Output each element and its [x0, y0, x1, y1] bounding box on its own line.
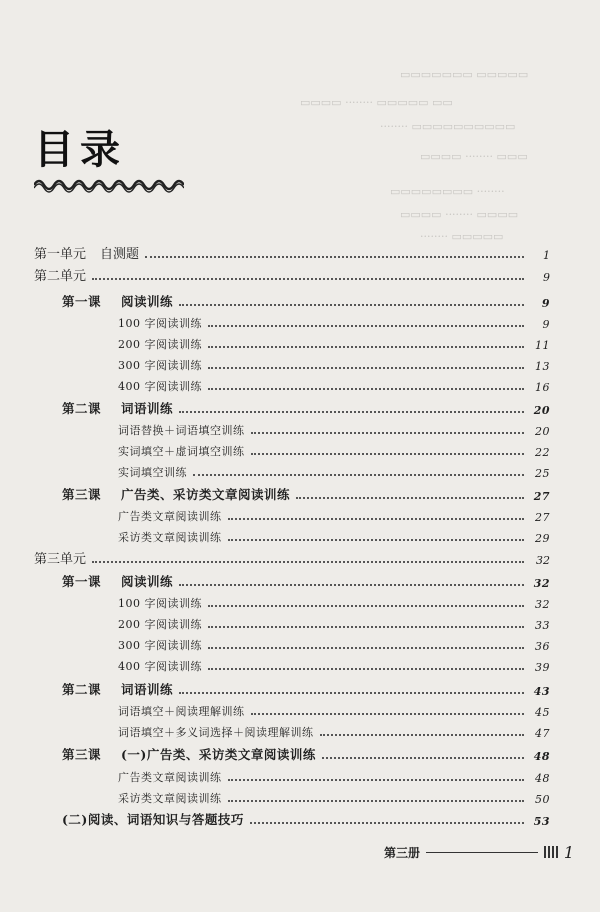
- toc-page-number: 20: [535, 425, 550, 438]
- toc-entry-title: 阅读训练: [121, 294, 174, 309]
- toc-page-number: 13: [535, 360, 550, 373]
- toc-entry[interactable]: [118, 786, 550, 806]
- toc-page-number: 20: [533, 404, 550, 417]
- toc-entry[interactable]: [62, 678, 550, 698]
- toc-entry-title: 300 字阅读训练: [118, 359, 202, 372]
- toc-entry[interactable]: [118, 591, 550, 611]
- toc-entry[interactable]: [62, 397, 550, 417]
- toc-entry-title: 100 字阅读训练: [118, 597, 202, 610]
- dot-leader: [179, 584, 524, 586]
- dot-leader: [208, 388, 524, 390]
- toc-page-number: 43: [533, 685, 550, 698]
- dot-leader: [228, 779, 525, 781]
- toc-entry-title: 300 字阅读训练: [118, 639, 202, 652]
- toc-entry[interactable]: [118, 654, 550, 674]
- toc-entry-label: [62, 810, 244, 828]
- volume-label: 第三册: [384, 845, 421, 860]
- toc-entry-label: [118, 790, 222, 806]
- toc-entry-label: [62, 292, 173, 310]
- dot-leader: [208, 325, 524, 327]
- toc-entry-number: 第三课: [62, 747, 102, 762]
- toc-entry-title: 词语填空＋多义词选择＋阅读理解训练: [118, 726, 314, 739]
- toc-entry[interactable]: [118, 332, 550, 352]
- toc-page-number: 32: [533, 577, 550, 590]
- toc-entry-label: [62, 680, 173, 698]
- toc-entry[interactable]: [118, 418, 550, 438]
- footer-bars-ornament: [544, 846, 558, 858]
- toc-page-number: 48: [533, 750, 550, 763]
- bleed-through-text: ▭▭▭▭ ········ ▭▭▭: [420, 150, 528, 163]
- toc-entry-label: [118, 357, 202, 373]
- toc-page-number: 33: [535, 619, 550, 632]
- dot-leader: [228, 518, 525, 520]
- toc-entry-label: [118, 422, 245, 438]
- toc-entry-label: [118, 658, 202, 674]
- toc-entry[interactable]: [34, 242, 550, 262]
- toc-entry-number: 第二课: [62, 401, 102, 416]
- toc-page-number: 1: [543, 249, 550, 262]
- toc-page-number: 48: [535, 772, 550, 785]
- toc-entry-number: 第一课: [62, 294, 102, 309]
- toc-page-number: 9: [543, 271, 550, 284]
- toc-entry-number: 第一课: [62, 574, 102, 589]
- footer-rule: [426, 852, 538, 853]
- bleed-through-text: ········ ▭▭▭▭▭: [420, 230, 504, 243]
- dot-leader: [208, 647, 524, 649]
- toc-entry-title: (二)阅读、词语知识与答题技巧: [62, 812, 244, 827]
- page-title: 目录: [34, 127, 126, 173]
- toc-entry-title: 200 字阅读训练: [118, 618, 202, 631]
- toc-page-number: 27: [533, 490, 550, 503]
- toc-entry-title: 阅读训练: [121, 574, 174, 589]
- toc-entry-title: 实词填空训练: [118, 466, 187, 479]
- toc-entry-label: [34, 243, 139, 262]
- dot-leader: [92, 561, 524, 563]
- toc-entry-title: (一)广告类、采访类文章阅读训练: [121, 747, 316, 762]
- dot-leader: [228, 539, 525, 541]
- toc-entry[interactable]: [118, 374, 550, 394]
- toc-entry-title: 实词填空＋虚词填空训练: [118, 445, 245, 458]
- toc-entry-label: [118, 443, 245, 459]
- dot-leader: [251, 713, 525, 715]
- toc-entry-label: [118, 595, 202, 611]
- dot-leader: [322, 757, 524, 759]
- toc-entry[interactable]: [118, 311, 550, 331]
- toc-entry-title: 广告类文章阅读训练: [118, 510, 222, 523]
- toc-page-number: 53: [533, 815, 550, 828]
- toc-entry[interactable]: [118, 720, 550, 740]
- page-footer: [384, 840, 574, 864]
- toc-page-number: 16: [535, 381, 550, 394]
- toc-page-number: 32: [536, 554, 550, 567]
- toc-page-number: 27: [535, 511, 550, 524]
- dot-leader: [251, 453, 525, 455]
- toc-entry-label: [62, 485, 290, 503]
- toc-entry-label: [118, 637, 202, 653]
- dot-leader: [179, 304, 524, 306]
- page-number: 1: [563, 842, 574, 862]
- toc-page-number: 47: [535, 727, 550, 740]
- bleed-through-text: ▭▭▭▭▭▭▭ ▭▭▭▭▭: [400, 68, 529, 81]
- toc-entry-label: [34, 548, 86, 567]
- toc-entry[interactable]: [118, 633, 550, 653]
- toc-page-number: 9: [541, 297, 550, 310]
- toc-entry[interactable]: [62, 483, 550, 503]
- dot-leader: [250, 822, 524, 824]
- dot-leader: [179, 692, 524, 694]
- dot-leader: [228, 800, 525, 802]
- toc-page-number: 50: [535, 793, 550, 806]
- toc-page-number: 9: [542, 318, 550, 331]
- toc-entry[interactable]: [118, 504, 550, 524]
- toc-entry-label: [34, 265, 86, 284]
- bleed-through-text: ▭▭▭▭▭▭▭▭ ········: [390, 185, 505, 198]
- toc-entry-label: [118, 769, 222, 785]
- bleed-through-text: ▭▭▭▭ ········ ▭▭▭▭: [400, 208, 519, 221]
- toc-page-number: 45: [535, 706, 550, 719]
- dot-leader: [296, 497, 524, 499]
- toc-entry[interactable]: [62, 808, 550, 828]
- toc-entry[interactable]: [118, 439, 550, 459]
- toc-entry[interactable]: [118, 353, 550, 373]
- toc-entry-label: [62, 745, 316, 763]
- toc-entry-title: 100 字阅读训练: [118, 317, 202, 330]
- toc-entry-title: 广告类、采访类文章阅读训练: [121, 487, 291, 502]
- toc-entry-number: 第二单元: [34, 269, 87, 284]
- toc-entry-label: [118, 378, 202, 394]
- toc-page-number: 36: [535, 640, 550, 653]
- bleed-through-text: ▭▭▭▭ ········ ▭▭▭▭▭ ▭▭: [300, 96, 453, 109]
- toc-entry-title: 采访类文章阅读训练: [118, 531, 222, 544]
- toc-entry-label: [118, 315, 202, 331]
- toc-page-number: 22: [535, 446, 550, 459]
- toc-entry-label: [118, 724, 314, 740]
- toc-page-number: 29: [535, 532, 550, 545]
- toc-entry[interactable]: [118, 699, 550, 719]
- dot-leader: [320, 734, 525, 736]
- toc-entry[interactable]: [118, 525, 550, 545]
- toc-entry-label: [118, 464, 187, 480]
- toc-entry-title: 400 字阅读训练: [118, 380, 202, 393]
- toc-entry-number: 第一单元: [34, 247, 87, 262]
- dot-leader: [92, 278, 524, 280]
- dot-leader: [145, 256, 524, 258]
- toc-entry-title: 词语填空＋阅读理解训练: [118, 705, 245, 718]
- dot-leader: [179, 411, 524, 413]
- toc-entry-label: [62, 399, 173, 417]
- toc-entry-title: 采访类文章阅读训练: [118, 792, 222, 805]
- toc-entry[interactable]: [34, 547, 550, 567]
- toc-entry-number: 第二课: [62, 682, 102, 697]
- toc-entry-title: 词语替换＋词语填空训练: [118, 424, 245, 437]
- toc-entry-title: 400 字阅读训练: [118, 660, 202, 673]
- toc-entry-title: 词语训练: [121, 401, 174, 416]
- toc-entry-number: 第三课: [62, 487, 102, 502]
- toc-entry-label: [118, 336, 202, 352]
- toc-page-number: 32: [535, 598, 550, 611]
- dot-leader: [208, 605, 524, 607]
- toc-page-number: 11: [535, 339, 550, 352]
- toc-entry[interactable]: [62, 290, 550, 310]
- toc-entry-title: 广告类文章阅读训练: [118, 771, 222, 784]
- dot-leader: [193, 474, 524, 476]
- toc-entry-label: [118, 703, 245, 719]
- dot-leader: [208, 668, 524, 670]
- bleed-through-text: ········ ▭▭▭▭▭▭▭▭▭▭: [380, 120, 516, 133]
- toc-entry-label: [62, 572, 173, 590]
- dot-leader: [208, 626, 524, 628]
- toc-page-number: 25: [535, 467, 550, 480]
- dot-leader: [251, 432, 525, 434]
- toc-entry[interactable]: [118, 460, 550, 480]
- toc-page-number: 39: [535, 661, 550, 674]
- toc-entry-title: 词语训练: [121, 682, 174, 697]
- toc-entry[interactable]: [34, 264, 550, 284]
- toc-entry-label: [118, 529, 222, 545]
- toc-entry[interactable]: [118, 765, 550, 785]
- toc-entry-title: 200 字阅读训练: [118, 338, 202, 351]
- toc-entry[interactable]: [62, 570, 550, 590]
- toc-entry-label: [118, 616, 202, 632]
- toc-entry[interactable]: [118, 612, 550, 632]
- toc-entry-label: [118, 508, 222, 524]
- dot-leader: [208, 367, 524, 369]
- toc-entry-title: 自测题: [100, 247, 140, 262]
- toc-entry-number: 第三单元: [34, 552, 87, 567]
- dot-leader: [208, 346, 524, 348]
- toc-entry[interactable]: [62, 743, 550, 763]
